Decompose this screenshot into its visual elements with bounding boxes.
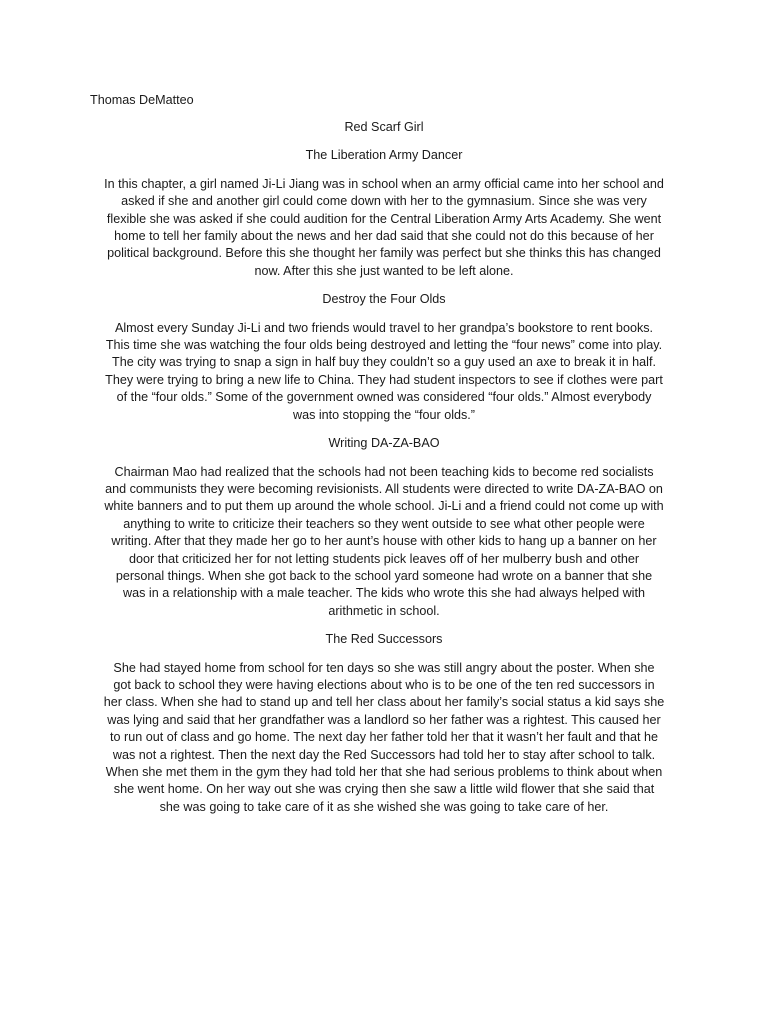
- section-writing-da-za-bao: [84, 435, 684, 620]
- paragraph-line: flexible she was asked if she could audition for the Central Liberation Army Arts Academy. She went: [106, 211, 662, 226]
- paragraph-line: Almost every Sunday Ji-Li and two friends would travel to her grandpa’s bookstore to rent books.: [114, 320, 654, 335]
- paragraph-line: Chairman Mao had realized that the schools had not been teaching kids to become red socialists: [114, 464, 654, 479]
- paragraph-line: she went home. On her way out she was crying then she saw a little wild flower that she said that: [113, 782, 655, 797]
- document-body: [84, 119, 684, 827]
- paragraph-line: personal things. When she got back to the school yard someone had wrote on a banner that she: [115, 568, 653, 583]
- paragraph-line: of the “four olds.” Some of the government owned was considered “four olds.” Almost everybody: [116, 390, 652, 405]
- paragraph-line: When she met them in the gym they had told her that she had serious problems to think about when: [105, 765, 663, 779]
- section-paragraph: [84, 320, 684, 424]
- paragraph-line: her class. When she had to stand up and tell her class about her family’s social status a kid says she: [103, 695, 665, 710]
- section-red-successors: [84, 631, 684, 816]
- section-paragraph: [84, 176, 684, 280]
- paragraph-line: home to tell her family about the news and her dad said that she could not do this because of her: [114, 229, 654, 244]
- paragraph-line: door that criticized her for not letting students pick leaves off of her mulberry bush and other: [128, 551, 640, 566]
- paragraph-line: They were trying to bring a new life to China. They had student inspectors to see if clothes were part: [105, 372, 663, 387]
- paragraph-line: got back to school they were having elections about who is to be one of the ten red successors in: [113, 677, 655, 692]
- paragraph-line: This time she was watching the four olds being destroyed and letting the “four news” come into play.: [105, 338, 663, 353]
- section-heading: Destroy the Four Olds: [322, 292, 446, 307]
- section-destroy-four-olds: [84, 291, 684, 424]
- section-paragraph: [84, 464, 684, 621]
- paragraph-line: now. After this she just wanted to be left alone.: [254, 263, 514, 278]
- paragraph-line: In this chapter, a girl named Ji-Li Jiang was in school when an army official came into her school and: [104, 176, 664, 191]
- paragraph-line: was not a rightest. Then the next day the Red Successors had told her to stay after school to talk.: [112, 747, 656, 762]
- paragraph-line: writing. After that they made her go to her aunt’s house with other kids to hang up a banner on her: [111, 534, 657, 549]
- section-heading: Writing DA-ZA-BAO: [328, 436, 440, 451]
- section-liberation-army-dancer: [84, 147, 684, 280]
- paragraph-line: anything to write to criticize their teachers so they went outside to see what other people were: [123, 516, 645, 531]
- paragraph-line: political background. Before this she thought her family was perfect but she thinks this has changed: [107, 246, 661, 261]
- paragraph-line: and communists they were becoming revisionists. All students were directed to write DA-ZA-BAO on: [105, 481, 663, 496]
- paragraph-line: she was going to take care of it as she wished she was going to take care of her.: [159, 799, 609, 814]
- paragraph-line: The city was trying to snap a sign in half buy they couldn’t so a guy used an axe to break it in half.: [112, 355, 656, 370]
- paragraph-line: was in a relationship with a male teacher. The kids who wrote this she had always helped with: [123, 586, 645, 601]
- paragraph-line: arithmetic in school.: [328, 603, 440, 618]
- section-heading: The Liberation Army Dancer: [305, 148, 463, 163]
- paragraph-line: was into stopping the “four olds.”: [292, 407, 475, 422]
- section-heading: The Red Successors: [325, 632, 443, 647]
- author-name: Thomas DeMatteo: [90, 93, 194, 107]
- paragraph-line: She had stayed home from school for ten days so she was still angry about the poster. When she: [113, 660, 655, 675]
- paragraph-line: asked if she and another girl could come down with her to the gymnasium. Since she was very: [121, 194, 647, 209]
- paragraph-line: white banners and to put them up around the whole school. Ji-Li and a friend could not come up with: [104, 499, 664, 514]
- section-paragraph: [84, 660, 684, 817]
- document-title: Red Scarf Girl: [344, 120, 424, 134]
- paragraph-line: was lying and said that her grandfather was a landlord so her father was a rightest. This caused her: [107, 712, 661, 727]
- paragraph-line: to run out of class and go home. The next day her father told her that it wasn’t her fault and that he: [110, 730, 658, 745]
